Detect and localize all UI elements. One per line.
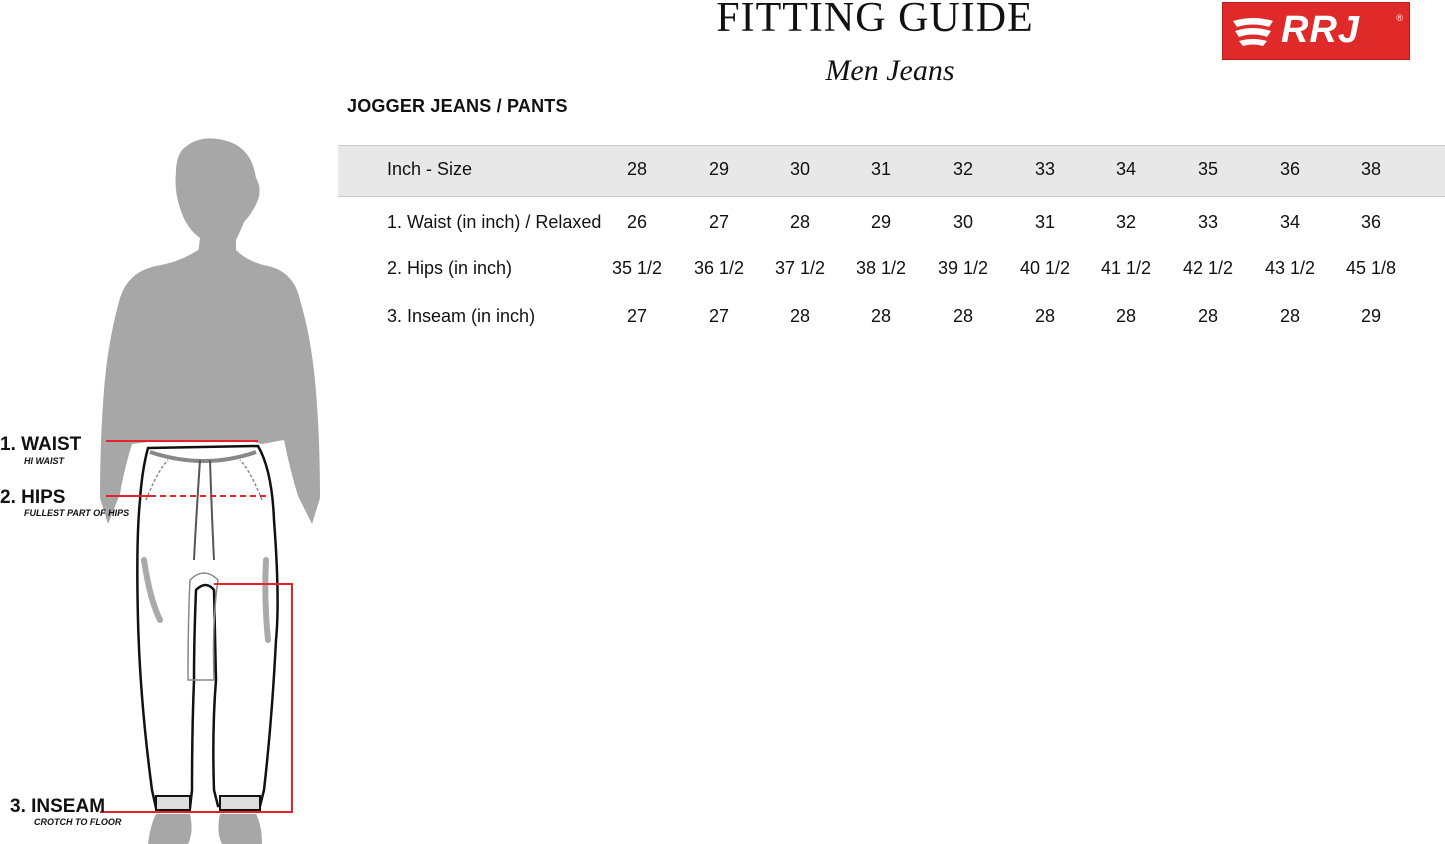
measurement-cell: 33 <box>1197 212 1219 232</box>
measurement-cell: 36 <box>1360 212 1382 232</box>
size-column-header: 31 <box>870 159 892 179</box>
measurement-cell: 27 <box>708 212 730 232</box>
size-column-header: 38 <box>1360 159 1382 179</box>
measurement-cell: 40 1/2 <box>1019 258 1071 278</box>
logo-registered-mark: ® <box>1396 13 1403 23</box>
left-foot-silhouette <box>148 814 192 844</box>
measurement-cell: 26 <box>626 212 648 232</box>
body-figure <box>0 0 340 844</box>
measurement-cell: 28 <box>1034 306 1056 326</box>
hips-sublabel: FULLEST PART OF HIPS <box>24 508 130 518</box>
measurement-cell: 32 <box>1115 212 1137 232</box>
size-column-header: 28 <box>626 159 648 179</box>
measurement-cell: 27 <box>708 306 730 326</box>
measurement-cell: 28 <box>952 306 974 326</box>
measurement-cell: 38 1/2 <box>855 258 907 278</box>
measurement-cell: 29 <box>870 212 892 232</box>
right-foot-silhouette <box>218 814 262 844</box>
inseam-label: 3. INSEAM <box>10 796 106 817</box>
logo-text: RRJ <box>1281 9 1361 51</box>
hips-label: 2. HIPS <box>0 487 66 508</box>
size-column-header: 30 <box>789 159 811 179</box>
measurement-cell: 28 <box>870 306 892 326</box>
measurement-cell: 28 <box>1197 306 1219 326</box>
measurement-cell: 30 <box>952 212 974 232</box>
measurement-row-label: 1. Waist (in inch) / Relaxed <box>387 212 602 232</box>
brand-logo <box>1222 2 1410 60</box>
measurement-cell: 41 1/2 <box>1100 258 1152 278</box>
right-cuff <box>220 796 260 810</box>
left-cuff <box>156 796 190 810</box>
inseam-sublabel: CROTCH TO FLOOR <box>34 817 122 827</box>
size-column-header: 32 <box>952 159 974 179</box>
logo-swoosh-icon <box>1229 13 1277 49</box>
waist-sublabel: HI WAIST <box>24 456 64 466</box>
waist-label: 1. WAIST <box>0 434 82 455</box>
measurement-cell: 45 1/8 <box>1345 258 1397 278</box>
measurement-row-label: 2. Hips (in inch) <box>387 258 513 278</box>
measurement-cell: 28 <box>789 306 811 326</box>
measurement-cell: 42 1/2 <box>1182 258 1234 278</box>
measurement-cell: 34 <box>1279 212 1301 232</box>
head-silhouette <box>176 138 260 254</box>
measurement-cell: 36 1/2 <box>693 258 745 278</box>
measurement-cell: 31 <box>1034 212 1056 232</box>
measurement-cell: 29 <box>1360 306 1382 326</box>
size-column-header: 29 <box>708 159 730 179</box>
measurement-cell: 39 1/2 <box>937 258 989 278</box>
page-subtitle: Men Jeans <box>825 54 955 87</box>
measurement-cell: 28 <box>1115 306 1137 326</box>
size-table-header-label: Inch - Size <box>387 159 473 179</box>
measurement-row-label: 3. Inseam (in inch) <box>387 306 536 326</box>
size-column-header: 36 <box>1279 159 1301 179</box>
size-column-header: 35 <box>1197 159 1219 179</box>
measurement-cell: 27 <box>626 306 648 326</box>
measurement-cell: 37 1/2 <box>774 258 826 278</box>
section-heading: JOGGER JEANS / PANTS <box>347 96 568 116</box>
page-title: FITTING GUIDE <box>716 0 1034 41</box>
size-column-header: 34 <box>1115 159 1137 179</box>
measurement-cell: 28 <box>1279 306 1301 326</box>
measurement-cell: 28 <box>789 212 811 232</box>
size-column-header: 33 <box>1034 159 1056 179</box>
measurement-cell: 35 1/2 <box>611 258 663 278</box>
jogger-pants <box>137 446 277 808</box>
measurement-cell: 43 1/2 <box>1264 258 1316 278</box>
